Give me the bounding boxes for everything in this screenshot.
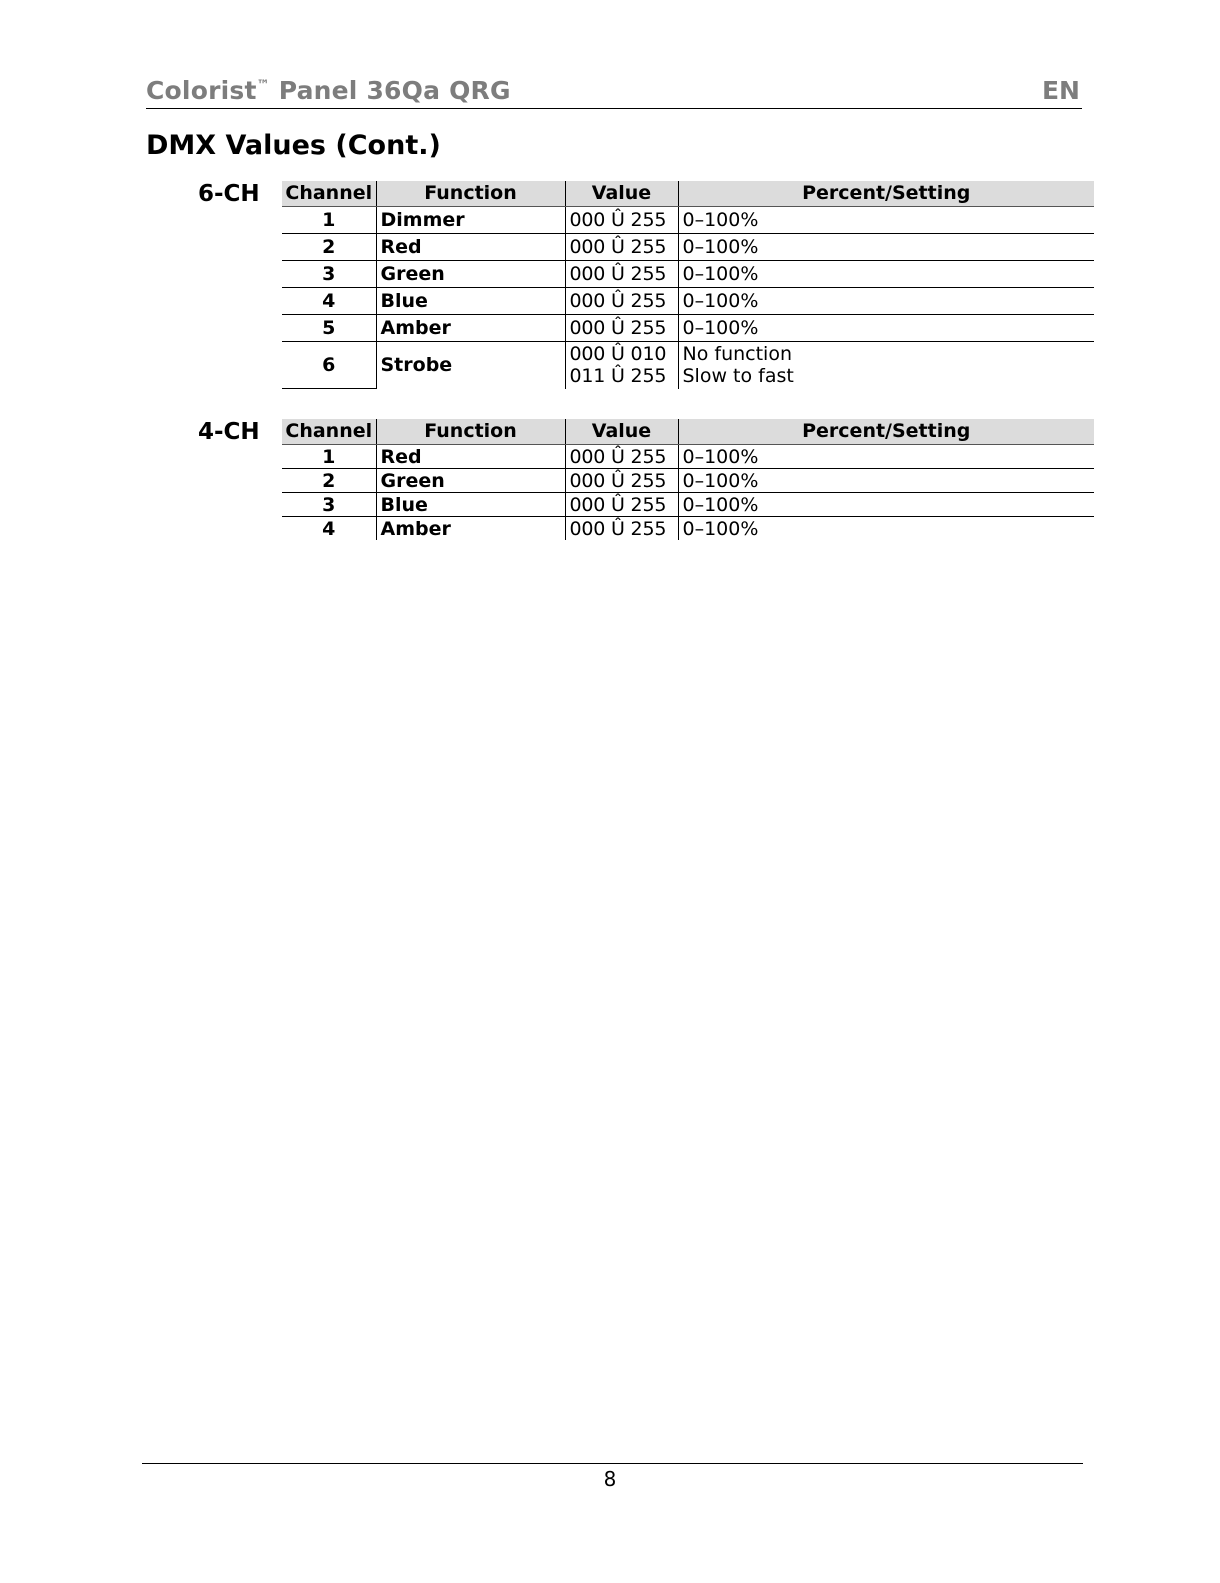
percent-setting — [678, 445, 1094, 469]
percent-setting — [678, 288, 1094, 315]
setting-line: 0–100% — [682, 290, 759, 312]
table-row — [282, 315, 1094, 342]
value-range-line: 011 Û 255 — [569, 365, 667, 388]
column-header-value: Value — [565, 181, 678, 207]
percent-setting — [678, 315, 1094, 342]
document-subtitle: Panel 36Qa QRG — [269, 76, 511, 105]
dmx-table-4ch — [282, 419, 1094, 540]
channel-number: 6 — [282, 342, 376, 389]
dmx-value-range — [565, 342, 678, 389]
channel-number: 3 — [282, 493, 376, 517]
value-range-line: 000 Û 255 — [569, 263, 667, 285]
dmx-value-range — [565, 261, 678, 288]
table-row — [282, 469, 1094, 493]
percent-setting — [678, 493, 1094, 517]
value-range-line: 000 Û 255 — [569, 445, 667, 468]
channel-function: Green — [376, 469, 565, 493]
percent-setting — [678, 234, 1094, 261]
page-number: 8 — [603, 1467, 617, 1491]
mode-label-4ch: 4-CH — [198, 419, 260, 445]
value-range-line: 000 Û 255 — [569, 236, 667, 258]
dmx-value-range — [565, 288, 678, 315]
setting-line: 0–100% — [682, 445, 759, 468]
column-header-percent: Percent/Setting — [678, 419, 1094, 445]
channel-function: Green — [376, 261, 565, 288]
channel-number: 2 — [282, 234, 376, 261]
table-row — [282, 288, 1094, 315]
table-row — [282, 261, 1094, 288]
channel-number: 4 — [282, 517, 376, 541]
channel-number: 3 — [282, 261, 376, 288]
value-range-line: 000 Û 255 — [569, 493, 667, 516]
percent-setting — [678, 342, 1094, 389]
setting-line: 0–100% — [682, 469, 759, 492]
percent-setting — [678, 207, 1094, 234]
document-title — [146, 76, 511, 105]
channel-function: Amber — [376, 517, 565, 541]
table-row — [282, 493, 1094, 517]
channel-number: 5 — [282, 315, 376, 342]
dmx-value-range — [565, 207, 678, 234]
trademark-symbol: ™ — [256, 78, 270, 93]
table-row — [282, 342, 1094, 389]
table-row — [282, 207, 1094, 234]
mode-label-6ch: 6-CH — [198, 181, 260, 207]
channel-function: Strobe — [376, 342, 565, 389]
dmx-table-6ch — [282, 181, 1094, 389]
channel-number: 1 — [282, 207, 376, 234]
value-range-line: 000 Û 255 — [569, 317, 667, 339]
channel-function: Red — [376, 445, 565, 469]
setting-line: 0–100% — [682, 209, 759, 231]
channel-number: 1 — [282, 445, 376, 469]
value-range-line: 000 Û 255 — [569, 209, 667, 231]
channel-function: Amber — [376, 315, 565, 342]
setting-line: 0–100% — [682, 317, 759, 339]
value-range-line: 000 Û 010 — [569, 343, 667, 366]
channel-number: 4 — [282, 288, 376, 315]
column-header-percent: Percent/Setting — [678, 181, 1094, 207]
table-row — [282, 517, 1094, 541]
column-header-function: Function — [376, 181, 565, 207]
value-range-line: 000 Û 255 — [569, 290, 667, 312]
channel-function: Blue — [376, 288, 565, 315]
product-name: Colorist — [146, 76, 257, 105]
setting-line: 0–100% — [682, 263, 759, 285]
table-header-row — [282, 181, 1094, 207]
percent-setting — [678, 469, 1094, 493]
column-header-function: Function — [376, 419, 565, 445]
page-header — [146, 76, 1082, 109]
table-header-row — [282, 419, 1094, 445]
channel-function: Blue — [376, 493, 565, 517]
dmx-value-range — [565, 445, 678, 469]
channel-function: Dimmer — [376, 207, 565, 234]
percent-setting — [678, 517, 1094, 541]
column-header-channel: Channel — [282, 419, 376, 445]
dmx-value-range — [565, 517, 678, 541]
table-row — [282, 234, 1094, 261]
channel-number: 2 — [282, 469, 376, 493]
dmx-value-range — [565, 234, 678, 261]
setting-line: 0–100% — [682, 236, 759, 258]
setting-line: 0–100% — [682, 493, 759, 516]
setting-line: Slow to fast — [682, 365, 794, 388]
value-range-line: 000 Û 255 — [569, 469, 667, 492]
language-code: EN — [1041, 76, 1080, 105]
setting-line: 0–100% — [682, 517, 759, 540]
footer-divider — [142, 1463, 1083, 1464]
channel-function: Red — [376, 234, 565, 261]
dmx-value-range — [565, 469, 678, 493]
column-header-value: Value — [565, 419, 678, 445]
percent-setting — [678, 261, 1094, 288]
value-range-line: 000 Û 255 — [569, 517, 667, 540]
setting-line: No function — [682, 343, 792, 366]
dmx-value-range — [565, 315, 678, 342]
dmx-value-range — [565, 493, 678, 517]
table-row — [282, 445, 1094, 469]
column-header-channel: Channel — [282, 181, 376, 207]
section-title: DMX Values (Cont.) — [146, 130, 441, 161]
